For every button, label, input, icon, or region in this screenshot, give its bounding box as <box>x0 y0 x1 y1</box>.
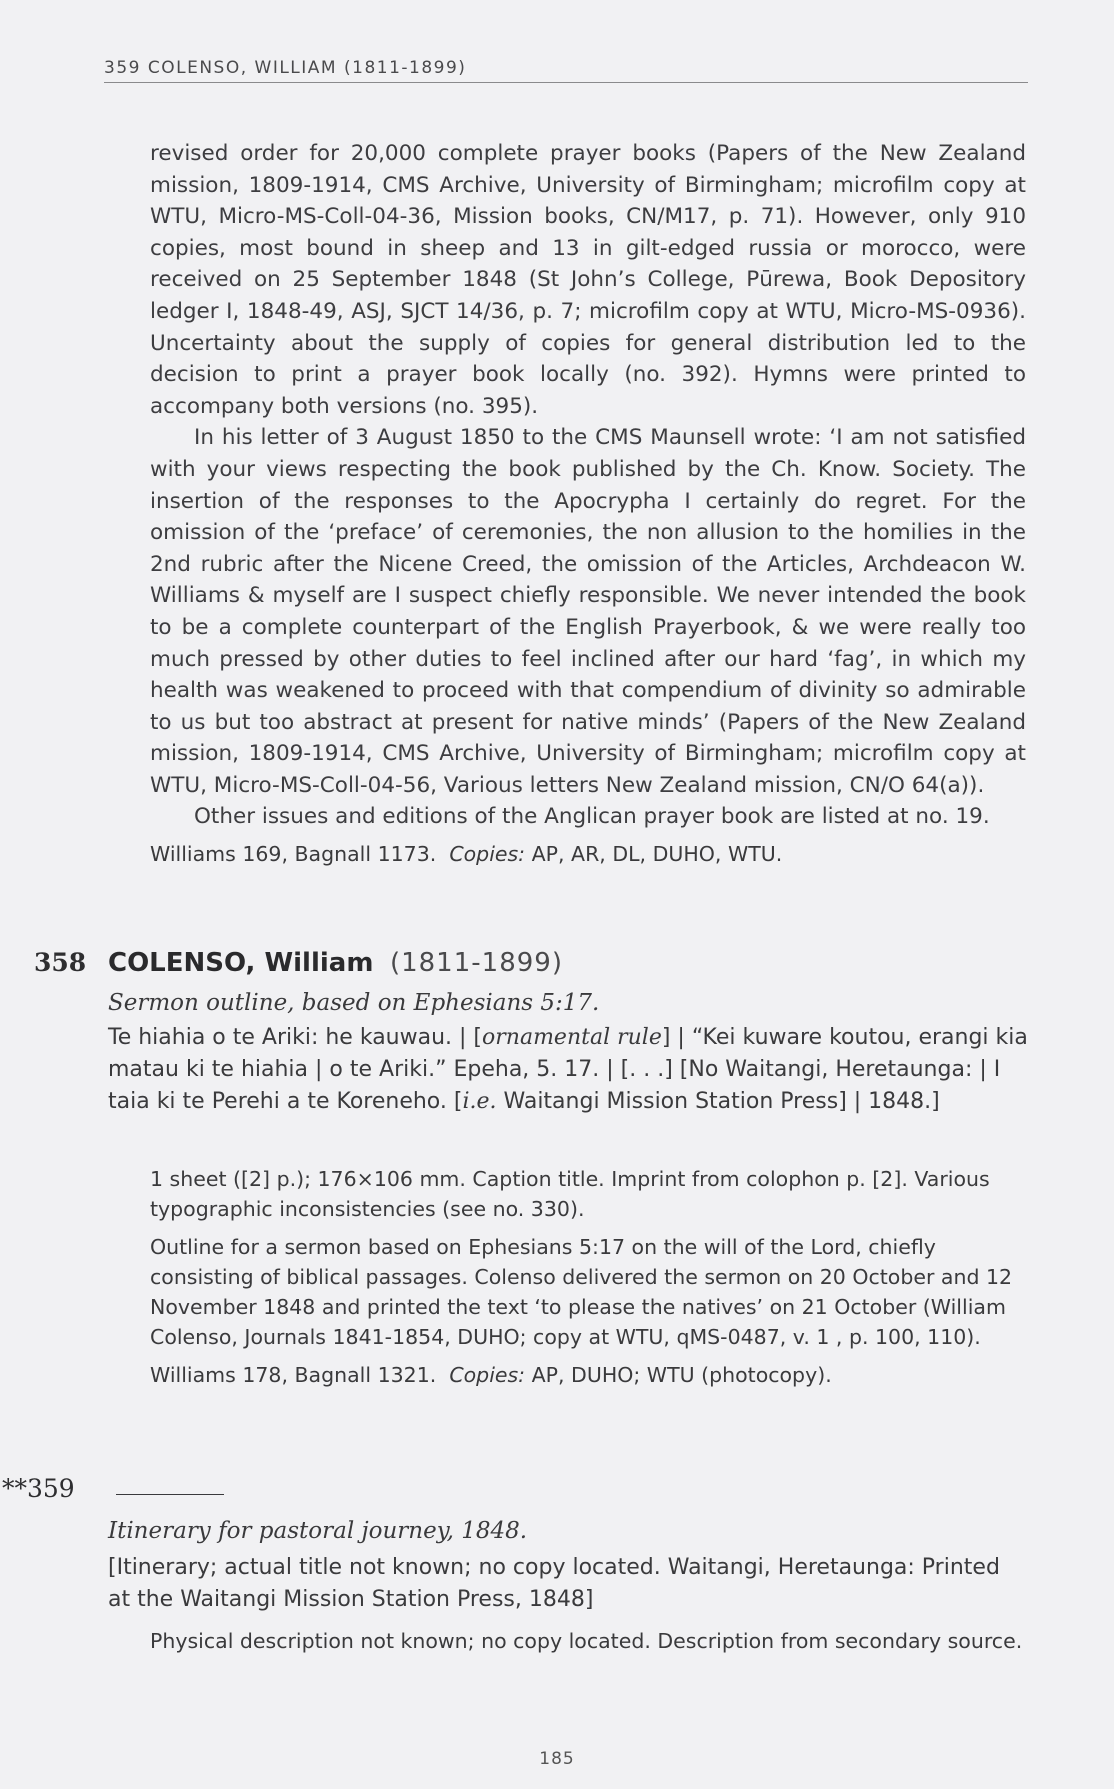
transcription-editorial: ornamental rule <box>482 1025 662 1050</box>
continuation-block <box>150 138 1026 869</box>
author-dates: (1811-1899) <box>389 948 563 978</box>
entry-358-citation <box>150 1360 1026 1390</box>
transcription-editorial: i.e. <box>462 1088 497 1114</box>
entry-358-title: Sermon outline, based on Ephesians 5:17. <box>108 990 600 1016</box>
continuation-citation <box>150 839 1026 869</box>
continuation-paragraph-1: revised order for 20,000 complete prayer books (Papers of the New Zealand mission, 1809-1914, CMS Archive, University of Birmingham; microfilm copy at WTU, Micro-MS-Coll-04-36, Mission books, CN/M17, p. 71). However, only 910 copies, most bound in sheep and 13 in gilt-edged russia or morocco, were received on 25 September 1848 (St John’s College, Pūrewa, Book Depository ledger I, 1848-49, ASJ, SJCT 14/36, p. 7; microfilm copy at WTU, Micro-MS-0936). Uncertainty about the supply of copies for general distribution led to the decision to print a prayer book locally (no. 392). Hymns were printed to accompany both versions (no. 395). <box>150 141 1026 419</box>
transcription-part: Waitangi Mission Station Press] | 1848.] <box>496 1088 940 1114</box>
citation-references: Williams 178, Bagnall 1321. <box>150 1363 437 1387</box>
running-head: 359 COLENSO, WILLIAM (1811-1899) <box>104 58 1028 83</box>
physical-description: Physical description not known; no copy located. Description from secondary source. <box>150 1629 1023 1653</box>
physical-description: 1 sheet ([2] p.); 176×106 mm. Caption title. Imprint from colophon p. [2]. Various typographic inconsistencies (see no. 330). <box>150 1167 990 1221</box>
continuation-paragraph-3: Other issues and editions of the Anglican prayer book are listed at no. 19. <box>194 804 990 830</box>
descriptive-note: Outline for a sermon based on Ephesians 5:17 on the will of the Lord, chiefly consisting of biblical passages. Colenso delivered the sermon on 20 October and 12 November 1848 and printed the text ‘to please the natives’ on 21 October (William Colenso, Journals 1841-1854, DUHO; copy at WTU, qMS-0487, v. 1 , p. 100, 110). <box>150 1235 1013 1349</box>
entry-number: 358 <box>34 948 87 977</box>
continuation-paragraph-2: In his letter of 3 August 1850 to the CMS Maunsell wrote: ‘I am not satisfied with your views respecting the book published by the Ch. Know. Society. The insertion of the responses to the Apocrypha I certainly do regret. For the omission of the ‘preface’ of ceremonies, the non allusion to the homilies in the 2nd rubric after the Nicene Creed, the omission of the Articles, Archdeacon W. Williams & myself are I suspect chiefly responsible. We never intended the book to be a complete counterpart of the English Prayerbook, & we were really too much pressed by other duties to feel inclined after our hard ‘fag’, in which my health was weakened to proceed with that compendium of divinity so admirable to us but too abstract at present for native minds’ (Papers of the New Zealand mission, 1809-1914, CMS Archive, University of Birmingham; microfilm copy at WTU, Micro-MS-Coll-04-56, Various letters New Zealand mission, CN/O 64(a)). <box>150 425 1026 798</box>
entry-author <box>108 948 563 978</box>
author-repeat-rule <box>116 1494 224 1495</box>
page-number: 185 <box>539 1749 575 1769</box>
copies-label: Copies: <box>449 1363 526 1387</box>
copies-list: AP, DUHO; WTU (photocopy). <box>531 1363 832 1387</box>
copies-label: Copies: <box>449 842 526 867</box>
entry-358-notes <box>150 1164 1026 1390</box>
author-name: COLENSO, William <box>108 948 374 978</box>
copies-list: AP, AR, DL, DUHO, WTU. <box>531 842 783 867</box>
entry-number: **359 <box>2 1474 75 1503</box>
entry-358-transcription <box>108 1022 1028 1117</box>
transcription-part: Te hiahia o te Ariki: he kauwau. | [ <box>108 1025 483 1050</box>
entry-359-title: Itinerary for pastoral journey, 1848. <box>108 1518 528 1544</box>
citation-references: Williams 169, Bagnall 1173. <box>150 842 437 867</box>
transcription-part: ] | “Kei kuware koutou, erangi kia matau ki te hiahia | o te Ariki.” Epeha, 5. 17. | [. . .] [No Waitangi, Heretaunga: | I taia ki te Perehi a te Koreneho. [ <box>108 1025 1028 1114</box>
entry-359-notes <box>150 1626 1026 1656</box>
entry-359-transcription: [Itinerary; actual title not known; no copy located. Waitangi, Heretaunga: Printed at the Waitangi Mission Station Press, 1848] <box>108 1555 1000 1612</box>
